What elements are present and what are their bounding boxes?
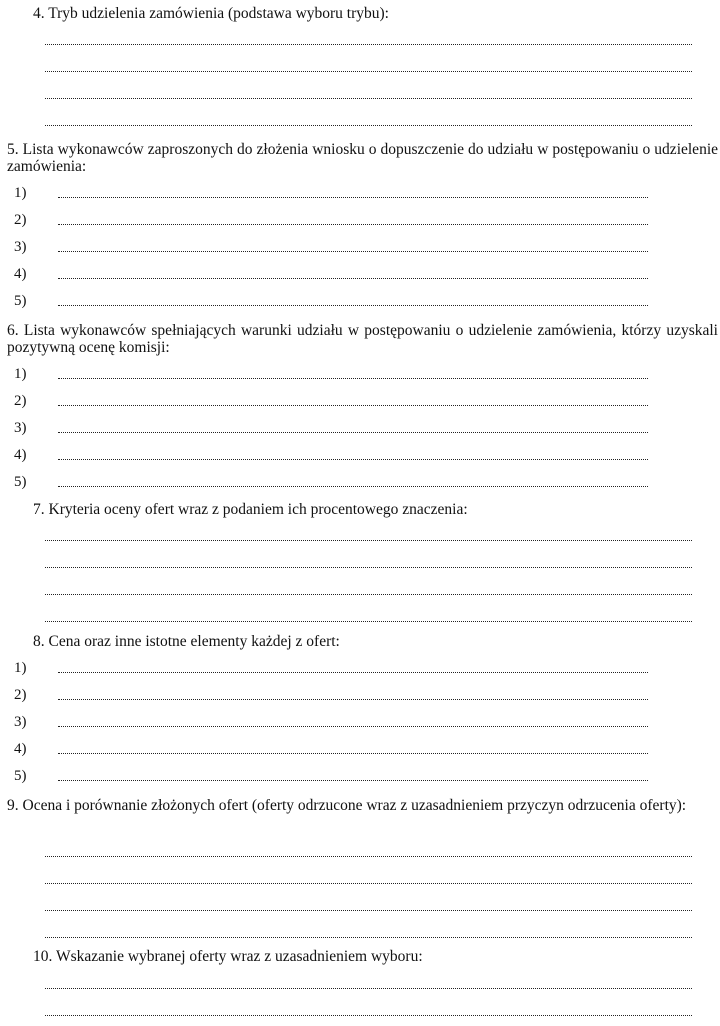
section-8-item-3[interactable] [14, 715, 648, 729]
dotted-line [58, 699, 648, 700]
section-5-heading: 5. Lista wykonawców zaproszonych do złożenia wniosku o dopuszczenie do udziału w postępowaniu o udzielenie zamówienia: [7, 141, 718, 175]
section-6-item-3[interactable] [14, 421, 648, 435]
section-10-heading: 10. Wskazanie wybranej oferty wraz z uzasadnieniem wyboru: [33, 948, 423, 965]
section-6-item-1[interactable] [14, 367, 648, 381]
section-7-line-4[interactable] [45, 608, 692, 622]
item-number: 3) [14, 714, 27, 730]
item-number: 4) [14, 266, 27, 282]
dotted-line [58, 378, 648, 379]
section-4-line-2[interactable] [45, 58, 692, 72]
section-8-item-1[interactable] [14, 661, 648, 675]
section-5-item-1[interactable] [14, 186, 648, 200]
section-6-item-5[interactable] [14, 475, 648, 489]
section-8-item-5[interactable] [14, 769, 648, 783]
item-number: 5) [14, 474, 27, 490]
item-number: 3) [14, 239, 27, 255]
section-5-item-2[interactable] [14, 213, 648, 227]
dotted-line [58, 459, 648, 460]
dotted-line [58, 224, 648, 225]
item-number: 1) [14, 366, 27, 382]
dotted-line [58, 486, 648, 487]
section-6-heading: 6. Lista wykonawców spełniających warunki udziału w postępowaniu o udzielenie zamówienia, którzy uzyskali pozytywną ocenę komisji: [7, 322, 718, 356]
section-8-item-2[interactable] [14, 688, 648, 702]
section-8-item-4[interactable] [14, 742, 648, 756]
item-number: 4) [14, 741, 27, 757]
section-9-line-2[interactable] [45, 870, 692, 884]
section-7-line-2[interactable] [45, 554, 692, 568]
section-5-item-4[interactable] [14, 267, 648, 281]
section-7-line-3[interactable] [45, 581, 692, 595]
section-9-line-1[interactable] [45, 843, 692, 857]
item-number: 2) [14, 393, 27, 409]
dotted-line [58, 197, 648, 198]
dotted-line [58, 432, 648, 433]
item-number: 5) [14, 768, 27, 784]
section-10-line-1[interactable] [45, 975, 692, 989]
dotted-line [58, 726, 648, 727]
section-4-line-1[interactable] [45, 31, 692, 45]
section-7-line-1[interactable] [45, 527, 692, 541]
dotted-line [58, 672, 648, 673]
dotted-line [58, 278, 648, 279]
item-number: 2) [14, 687, 27, 703]
dotted-line [58, 251, 648, 252]
section-9-line-4[interactable] [45, 924, 692, 938]
section-4-heading: 4. Tryb udzielenia zamówienia (podstawa wyboru trybu): [33, 5, 389, 22]
section-10-line-2[interactable] [45, 1002, 692, 1016]
section-9-line-3[interactable] [45, 897, 692, 911]
dotted-line [58, 753, 648, 754]
dotted-line [58, 780, 648, 781]
item-number: 1) [14, 185, 27, 201]
item-number: 5) [14, 293, 27, 309]
section-9-heading: 9. Ocena i porównanie złożonych ofert (oferty odrzucone wraz z uzasadnieniem przyczyn odrzucenia oferty): [7, 797, 687, 814]
item-number: 2) [14, 212, 27, 228]
section-5-item-3[interactable] [14, 240, 648, 254]
section-5-item-5[interactable] [14, 294, 648, 308]
section-6-item-4[interactable] [14, 448, 648, 462]
section-4-line-3[interactable] [45, 85, 692, 99]
section-7-heading: 7. Kryteria oceny ofert wraz z podaniem ich procentowego znaczenia: [33, 501, 468, 518]
item-number: 4) [14, 447, 27, 463]
dotted-line [58, 405, 648, 406]
item-number: 3) [14, 420, 27, 436]
item-number: 1) [14, 660, 27, 676]
section-8-heading: 8. Cena oraz inne istotne elementy każdej z ofert: [33, 633, 340, 650]
section-6-item-2[interactable] [14, 394, 648, 408]
section-4-line-4[interactable] [45, 112, 692, 126]
dotted-line [58, 305, 648, 306]
